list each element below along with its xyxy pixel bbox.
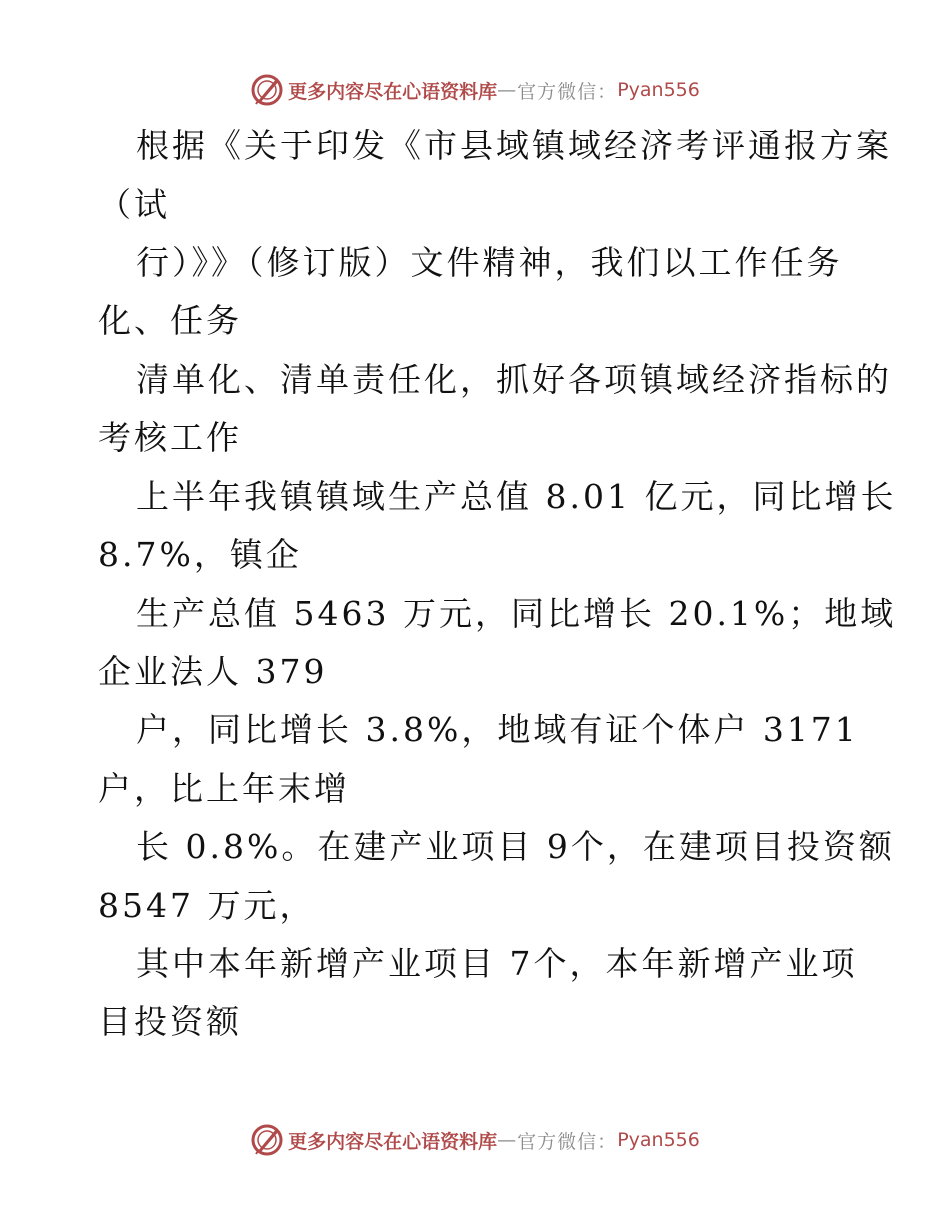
body-line: 目投资额 (98, 1002, 242, 1041)
footer-banner (0, 1118, 950, 1162)
banner-brand-text: 更多内容尽在心语资料库 (288, 80, 498, 103)
banner-brand-text: 更多内容尽在心语资料库 (288, 1130, 498, 1153)
header-banner (0, 68, 950, 112)
body-line: （试 (98, 185, 170, 224)
body-line: 8.7%，镇企 (98, 535, 302, 574)
body-line: 行）》》（修订版）文件精神，我们以工作任务 (136, 243, 843, 282)
body-line: 清单化、清单责任化，抓好各项镇域经济指标的 (136, 360, 892, 399)
body-line: 企业法人 379 (98, 652, 328, 691)
body-line: 其中本年新增产业项目 7个，本年新增产业项 (136, 944, 858, 983)
body-line: 8547 万元， (98, 886, 316, 925)
banner-separator: — (497, 1129, 518, 1151)
body-line: 上半年我镇镇域生产总值 8.01 亿元，同比增长 (136, 477, 897, 516)
body-line: 户，同比增长 3.8%，地域有证个体户 3171 (136, 710, 859, 749)
body-line: 根据《关于印发《市县域镇域经济考评通报方案 (136, 126, 892, 165)
body-line: 生产总值 5463 万元，同比增长 20.1%；地域 (136, 594, 897, 633)
body-line: 长 0.8%。在建产业项目 9个，在建项目投资额 (136, 827, 895, 866)
banner-wechat-id: Pyan556 (617, 1129, 700, 1151)
body-line: 化、任务 (98, 301, 242, 340)
quill-pen-logo-icon (250, 73, 284, 107)
banner-wechat-label: 官方微信： (517, 1130, 618, 1153)
banner-wechat-label: 官方微信： (517, 80, 618, 103)
body-line: 户，比上年末增 (98, 769, 350, 808)
quill-pen-logo-icon (250, 1123, 284, 1157)
body-line: 考核工作 (98, 418, 242, 457)
banner-separator: — (497, 79, 518, 101)
banner-wechat-id: Pyan556 (617, 79, 700, 101)
